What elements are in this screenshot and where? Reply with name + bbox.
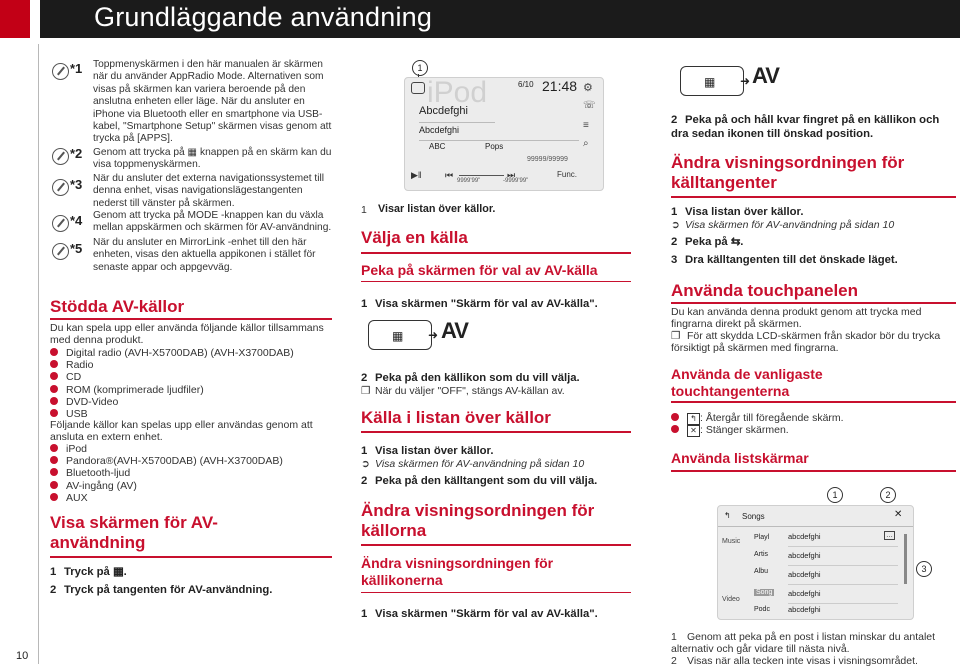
- page-title: Grundläggande användning: [94, 2, 433, 32]
- margin-rule: [38, 44, 39, 664]
- bullet-icon: [50, 348, 58, 356]
- cross-reference: ➲ Visa skärmen för AV-användning på sidan 10: [361, 458, 585, 470]
- callout-number: 1: [361, 204, 367, 216]
- arrow-icon: ➜: [740, 74, 751, 88]
- step-1: 1 Visa skärmen "Skärm för val av AV-källa".: [361, 298, 598, 310]
- divider: [419, 122, 495, 123]
- av-icon: AV: [441, 318, 468, 343]
- bullet-icon: [50, 493, 58, 501]
- func-button[interactable]: Func.: [557, 170, 578, 179]
- video-tab[interactable]: Video: [722, 596, 740, 603]
- list-header: Songs: [742, 512, 765, 521]
- pencil-note-icon: [52, 63, 69, 80]
- elapsed-time: 9999'99": [457, 178, 481, 184]
- list-item: Pandora®(AVH-X5700DAB) (AVH-X3700DAB): [50, 455, 340, 467]
- note-text: Genom att trycka på ▦ knappen på en skärm kan du visa toppmenyskärmen.: [93, 147, 332, 171]
- playback-counter: 99999/99999: [527, 156, 568, 163]
- bullet-icon: [671, 425, 679, 433]
- section-title-keys-order: Ändra visningsordningen för källtangenter: [671, 153, 905, 192]
- section-title-touch-panel: Använda touchpanelen: [671, 281, 859, 300]
- note-label: *4: [70, 213, 83, 228]
- menu-item-selected[interactable]: Song: [756, 589, 773, 596]
- bullet-icon: [50, 409, 58, 417]
- list-item: AV-ingång (AV): [50, 480, 340, 492]
- menu-item[interactable]: Playl: [754, 534, 770, 541]
- menu-item[interactable]: Artis: [754, 551, 768, 558]
- step-2: 2 Peka på den källtangent som du vill välja.: [361, 475, 598, 487]
- more-icon[interactable]: …: [886, 532, 893, 539]
- track-counter: 6/10: [518, 80, 534, 89]
- section-title-order: Ändra visningsordningen för källorna: [361, 501, 595, 540]
- source-list-button[interactable]: [411, 82, 425, 94]
- list-row[interactable]: abcdefghi: [788, 605, 821, 614]
- pencil-note-icon: [52, 243, 69, 260]
- title-underline: [361, 431, 631, 433]
- arrow-icon: ➜: [428, 328, 439, 342]
- list-item: DVD-Video: [50, 396, 340, 408]
- list-item: Digital radio (AVH-X5700DAB) (AVH-X3700DAB): [50, 347, 340, 359]
- section-title-select-source: Välja en källa: [361, 228, 468, 247]
- menu-item[interactable]: Podc: [754, 606, 770, 613]
- next-track-icon[interactable]: ⏭: [507, 170, 516, 180]
- pencil-note-icon: [52, 148, 69, 165]
- bullet-icon: [50, 444, 58, 452]
- bullet-icon: [50, 372, 58, 380]
- callout-number: 1: [827, 487, 843, 503]
- album-name: ABC: [429, 142, 446, 151]
- phone-icon[interactable]: ☏: [583, 100, 596, 111]
- note-text: Toppmenyskärmen i den här manualen är skärmen när du använder AppRadio Mode. Alternativen som visas på skärmen kan variera beroende på den anslutna enheten eller läge. När du ansluter en iPhone via Bluetooth eller en smartphone via USB-kabel, "Smartphone Setup" skärmen visas genom att trycka på [APPS].: [93, 59, 332, 145]
- artist-name: Abcdefghi: [419, 125, 460, 135]
- cross-reference: ➲ Visa skärmen för AV-användning på sidan 10: [671, 219, 895, 231]
- section-title-common-keys: Använda de vanligaste touchtangenterna: [671, 366, 823, 399]
- step-2: 2 Tryck på tangenten för AV-användning.: [50, 584, 273, 596]
- title-underline: [671, 302, 956, 304]
- list-item: USB: [50, 408, 340, 420]
- sources-intro-external: Följande källor kan spelas upp eller användas genom att ansluta en extern enhet.: [50, 419, 313, 444]
- search-icon[interactable]: ⌕: [583, 138, 589, 149]
- play-pause-icon[interactable]: ▶‖: [411, 170, 422, 180]
- list-row[interactable]: abcdefghi: [788, 547, 898, 566]
- page-number: 10: [16, 650, 29, 662]
- step-1: 1 Visa listan över källor.: [361, 445, 494, 457]
- subsection-title: Ändra visningsordningen för källikonerna: [361, 555, 554, 588]
- note-label: *1: [70, 61, 83, 76]
- common-key-back: ↰ : Återgår till föregående skärm.: [671, 412, 844, 425]
- section-title-list-screens: Använda listskärmar: [671, 450, 809, 466]
- divider: [718, 526, 913, 527]
- pencil-note-icon: [52, 179, 69, 196]
- remaining-time: -9999'99": [503, 178, 529, 184]
- track-title: Abcdefghi: [419, 105, 468, 117]
- source-ghost-label: iPod: [427, 76, 488, 109]
- title-underline: [50, 556, 332, 558]
- step-1: 1 Visa skärmen "Skärm för val av AV-källa".: [361, 608, 598, 620]
- back-icon: ↰: [687, 413, 700, 425]
- step-2: 2 Peka på den källikon som du vill välja.: [361, 372, 580, 384]
- home-icon: ▦: [704, 75, 716, 89]
- list-row[interactable]: abcdefghi: [788, 566, 898, 585]
- music-tab[interactable]: Music: [722, 538, 741, 545]
- back-icon[interactable]: ↰: [724, 511, 731, 520]
- subtitle-underline: [361, 281, 631, 282]
- title-underline: [361, 252, 631, 254]
- bullet-icon: [671, 413, 679, 421]
- pencil-note-icon: [52, 215, 69, 232]
- list-item: ROM (komprimerade ljudfiler): [50, 384, 340, 396]
- sources-intro: Du kan spela upp eller använda följande källor tillsammans med denna produkt.: [50, 322, 324, 347]
- bullet-icon: [50, 397, 58, 405]
- list-row[interactable]: abcdefghi: [788, 585, 898, 604]
- menu-item[interactable]: Albu: [754, 568, 769, 575]
- callout-number: 2: [880, 487, 896, 503]
- scrollbar[interactable]: [904, 534, 907, 584]
- list-item: CD: [50, 371, 340, 383]
- common-key-close: ✕ : Stänger skärmen.: [671, 424, 789, 437]
- step-1: 1 Tryck på ▦.: [50, 566, 127, 578]
- callout-text: Visar listan över källor.: [378, 203, 496, 215]
- step-2: 2 Peka på ⇆.: [671, 236, 744, 248]
- list-item: iPod: [50, 443, 340, 455]
- title-underline: [361, 544, 631, 546]
- touch-note: ❐ För att skydda LCD-skärmen från skador bör du trycka försiktigt på skärmen med fingrarna.: [671, 330, 941, 355]
- callout-number: 3: [916, 561, 932, 577]
- bullet-icon: [50, 456, 58, 464]
- note-label: *2: [70, 146, 83, 161]
- footnote: 2 Visas när alla tecken inte visas i visningsområdet.: [671, 655, 918, 667]
- title-underline: [671, 470, 956, 472]
- note-text: Genom att trycka på MODE -knappen kan du växla mellan appskärmen och skärmen för AV-användning.: [93, 210, 332, 234]
- note-label: *3: [70, 177, 83, 192]
- title-underline: [50, 318, 332, 320]
- bullet-icon: [50, 385, 58, 393]
- av-screen: [404, 77, 604, 191]
- bullet-icon: [50, 468, 58, 476]
- progress-bar[interactable]: [459, 175, 504, 176]
- close-icon[interactable]: ✕: [894, 509, 903, 520]
- previous-track-icon[interactable]: ⏮: [445, 170, 454, 180]
- list-screen: [717, 505, 914, 620]
- av-icon: AV: [752, 63, 779, 88]
- settings-icon[interactable]: ⚙: [583, 82, 593, 94]
- bullet-icon: [50, 360, 58, 368]
- list-item: Bluetooth-ljud: [50, 467, 340, 479]
- note-text: När du ansluter det externa navigationssystemet till denna enhet, visas navigationslägestangenten nederst till vänster på skärmen.: [93, 173, 325, 209]
- bullet-icon: [50, 481, 58, 489]
- step-2: 2 Peka på och håll kvar fingret på en källikon och dra sedan ikonen till önskad position.: [671, 114, 940, 140]
- subsection-title: Peka på skärmen för val av AV-källa: [361, 262, 598, 278]
- divider: [419, 140, 579, 141]
- step-1: 1 Visa listan över källor.: [671, 206, 804, 218]
- list-icon[interactable]: ≡: [583, 120, 589, 131]
- list-item: AUX: [50, 492, 340, 504]
- title-underline: [671, 196, 956, 198]
- footnote: 1 Genom att peka på en post i listan minskar du antalet alternativ och går vidare till nästa nivå.: [671, 631, 936, 656]
- step-3: 3 Dra källtangenten till det önskade läget.: [671, 254, 898, 266]
- note-text: När du ansluter en MirrorLink -enhet till den här enheten, visas den aktuella appikonen i stället för senaste appar och appgevväg.: [93, 237, 316, 273]
- sources-list: [50, 347, 340, 420]
- list-item: Radio: [50, 359, 340, 371]
- home-icon: ▦: [392, 329, 404, 343]
- section-title-supported-sources: Stödda AV-källor: [50, 297, 185, 316]
- list-row[interactable]: abcdefghi …: [788, 528, 898, 547]
- section-color-tab: [0, 0, 30, 38]
- touch-body: Du kan använda denna produkt genom att trycka med fingrarna direkt på skärmen.: [671, 306, 922, 331]
- section-title-source-list: Källa i listan över källor: [361, 408, 551, 427]
- step-note: ❐ När du väljer "OFF", stängs AV-källan av.: [361, 385, 565, 397]
- clock: 21:48: [542, 78, 578, 94]
- note-label: *5: [70, 241, 83, 256]
- genre-name: Pops: [485, 142, 504, 151]
- subtitle-underline: [361, 592, 631, 593]
- external-sources-list: [50, 443, 340, 504]
- close-icon: ✕: [687, 425, 700, 437]
- section-title-av-screen: Visa skärmen för AV-användning: [50, 513, 218, 552]
- title-underline: [671, 401, 956, 403]
- callout-number: 1: [412, 60, 428, 76]
